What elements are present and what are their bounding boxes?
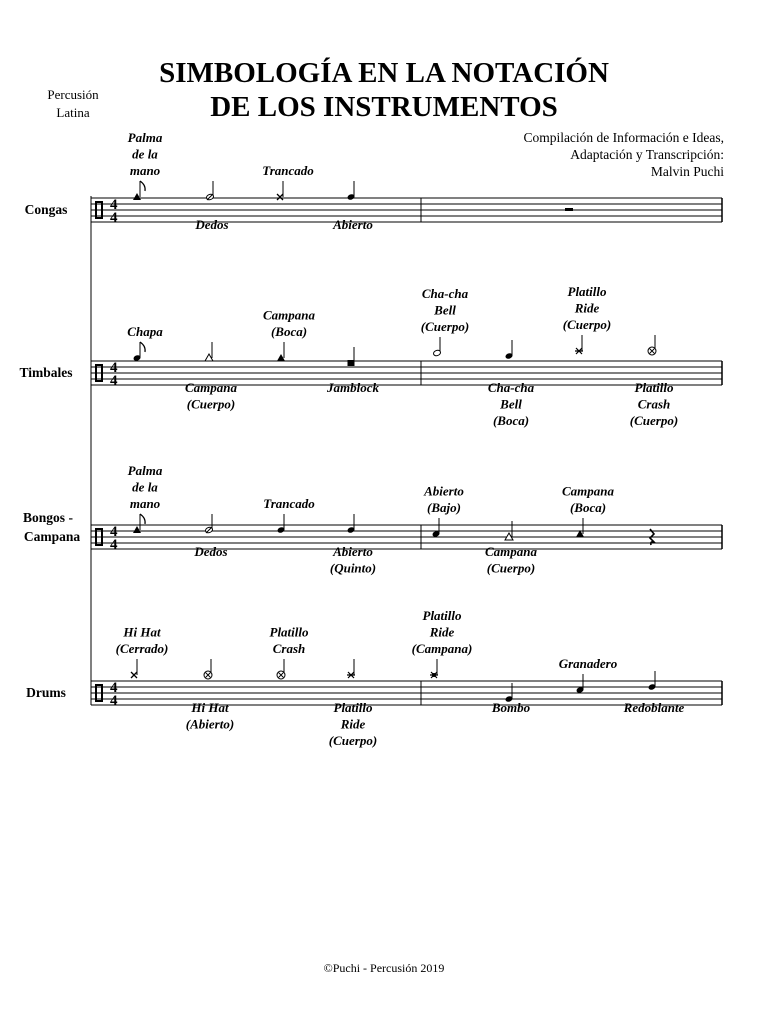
note-label: (Quinto)	[329, 560, 377, 576]
note-label: (Cuerpo)	[186, 396, 236, 412]
note-label: Ride	[574, 300, 600, 316]
footer-copyright: ©Puchi - Percusión 2019	[323, 961, 445, 975]
instrument-name: Drums	[26, 685, 66, 700]
note-label: Abierto	[424, 483, 464, 499]
note-label: (Boca)	[270, 324, 308, 339]
note-label: (Abierto)	[185, 716, 235, 732]
note-label: (Cuerpo)	[486, 560, 536, 576]
note-label: Palma	[127, 130, 163, 145]
note-label: Abierto	[333, 544, 373, 559]
note-label: (Boca)	[492, 413, 530, 428]
note-label: mano	[129, 496, 161, 511]
note-label: Dedos	[194, 544, 228, 559]
note-label: (Cuerpo)	[562, 317, 612, 332]
note-label: (Cuerpo)	[328, 733, 378, 748]
note-label: Dedos	[195, 217, 229, 232]
half-rest-icon	[565, 208, 573, 211]
time-signature-top: 4	[110, 360, 118, 376]
note-head	[433, 349, 442, 356]
note-label: (Cerrado)	[115, 641, 169, 656]
credits-line-2: Adaptación y Transcripción:	[570, 147, 724, 162]
note-flag	[140, 342, 145, 352]
subtitle-line-2: Latina	[56, 105, 90, 120]
instrument-name: Congas	[24, 202, 68, 217]
note-label: Trancado	[262, 163, 314, 178]
instrument-name: Bongos -	[23, 510, 73, 525]
note-label: Platillo	[333, 700, 373, 715]
instrument-name: Campana	[23, 529, 81, 544]
note-label: Granadero	[558, 656, 618, 671]
note-label: Campana	[561, 483, 615, 499]
note-label: Platillo	[567, 284, 607, 299]
note-label: de la	[132, 146, 158, 162]
note-label: de la	[132, 479, 158, 495]
note-label: Bombo	[491, 700, 531, 715]
time-signature-bottom: 4	[110, 537, 118, 553]
note-label: Campana	[184, 380, 238, 395]
note-label: Jamblock	[327, 380, 379, 395]
time-signature-top: 4	[110, 524, 118, 540]
title-line-2: DE LOS INSTRUMENTOS	[210, 91, 558, 123]
note-label: Chapa	[127, 324, 163, 339]
note-label: Crash	[637, 396, 671, 412]
note-label: Hi Hat	[123, 624, 161, 640]
note-label: Ride	[429, 624, 455, 640]
note-head-x	[131, 672, 137, 678]
note-label: Campana	[262, 307, 316, 323]
note-label: Platillo	[269, 624, 309, 640]
note-head-asterisk	[575, 348, 583, 354]
note-label: mano	[129, 163, 161, 178]
note-head-x	[277, 194, 283, 200]
time-signature-top: 4	[110, 680, 118, 696]
note-label: Trancado	[263, 496, 315, 511]
note-label: (Cuerpo)	[629, 413, 679, 428]
note-flag	[140, 181, 145, 191]
subtitle-line-1: Percusión	[47, 87, 99, 102]
note-head-dot	[432, 673, 436, 677]
note-label: Bell	[434, 302, 456, 318]
note-label: Palma	[127, 463, 163, 478]
time-signature-bottom: 4	[110, 693, 118, 709]
note-label: Hi Hat	[191, 700, 229, 715]
title-line-1: SIMBOLOGÍA EN LA NOTACIÓN	[159, 57, 609, 89]
note-label: Crash	[272, 641, 306, 656]
instrument-name: Timbales	[19, 365, 73, 380]
note-label: (Bajo)	[427, 500, 461, 515]
credits-line-3: Malvin Puchi	[650, 164, 724, 179]
note-label: Ride	[340, 716, 366, 732]
credits-line-1: Compilación de Información e Ideas,	[523, 130, 724, 145]
note-label: Cha-cha	[421, 286, 469, 301]
note-label: Platillo	[422, 608, 462, 623]
note-label: Bell	[500, 396, 522, 412]
time-signature-top: 4	[110, 197, 118, 213]
note-label: Campana	[484, 544, 538, 559]
note-label: Redoblante	[623, 700, 685, 715]
time-signature-bottom: 4	[110, 373, 118, 389]
note-flag	[140, 514, 145, 524]
note-label: Abierto	[333, 217, 373, 232]
note-head-asterisk	[347, 672, 355, 678]
note-label: Cha-cha	[487, 380, 535, 395]
note-label: Platillo	[634, 380, 674, 395]
note-label: (Boca)	[569, 500, 607, 515]
note-label: (Cuerpo)	[420, 319, 470, 334]
time-signature-bottom: 4	[110, 210, 118, 226]
note-label: (Campana)	[411, 641, 473, 656]
note-head-square	[348, 360, 355, 366]
